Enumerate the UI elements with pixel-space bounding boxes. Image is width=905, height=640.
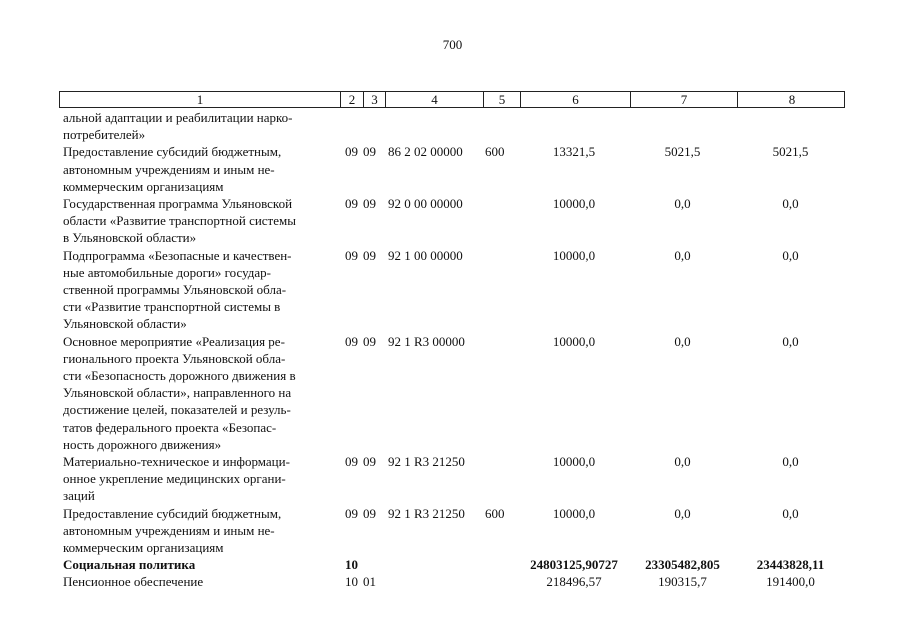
cell-c5 [482, 573, 519, 590]
description-line: Пенсионное обеспечение [63, 574, 204, 590]
table-body [59, 109, 849, 591]
row-description [59, 333, 339, 453]
cell-c4: 92 1 00 00000 [388, 247, 463, 263]
cell-c4 [384, 556, 482, 573]
description-line: автономным учреждениям и иным не- [63, 161, 275, 177]
table-row [59, 109, 849, 143]
cell-c5: 600 [485, 505, 505, 521]
cell-c6: 13321,5 [552, 144, 596, 160]
cell-c6 [519, 109, 629, 143]
header-col-8: 8 [737, 92, 846, 107]
description-line: достижение целей, показателей и резуль- [63, 402, 291, 418]
cell-c8: 0,0 [782, 333, 799, 349]
description-line: Подпрограмма «Безопасные и качествен- [63, 247, 292, 263]
page-number: 700 [442, 37, 463, 52]
row-description [59, 505, 339, 557]
cell-c4 [384, 573, 482, 590]
cell-c3: 09 [363, 144, 376, 160]
description-line: сти «Развитие транспортной системы в [63, 299, 281, 315]
cell-c8: 0,0 [782, 505, 799, 521]
cell-c6: 10000,0 [552, 196, 596, 212]
cell-c7: 23305482,805 [645, 557, 720, 573]
cell-c2: 09 [345, 196, 358, 212]
cell-c7: 190315,7 [658, 574, 707, 590]
description-line: ственной программы Ульяновской обла- [63, 282, 287, 298]
description-line: Предоставление субсидий бюджетным, [63, 144, 282, 160]
header-col-3: 3 [363, 92, 385, 107]
description-line: ность дорожного движения» [63, 436, 222, 452]
description-line: гионального проекта Ульяновской обла- [63, 350, 286, 366]
cell-c5 [482, 453, 519, 505]
table-row [59, 453, 849, 505]
description-line: Государственная программа Ульяновской [63, 196, 293, 212]
description-line: ные автомобильные дороги» государ- [63, 264, 271, 280]
cell-c7: 5021,5 [664, 144, 701, 160]
cell-c2: 09 [345, 144, 358, 160]
row-description [59, 143, 339, 195]
cell-c3: 09 [363, 247, 376, 263]
table-row [59, 333, 849, 453]
cell-c7: 0,0 [674, 196, 691, 212]
row-description [59, 573, 339, 590]
row-description [59, 453, 339, 505]
table-row [59, 556, 849, 573]
cell-c5: 600 [485, 144, 505, 160]
cell-c3 [362, 556, 384, 573]
cell-c6: 10000,0 [552, 247, 596, 263]
cell-c6: 10000,0 [552, 505, 596, 521]
header-col-4: 4 [385, 92, 483, 107]
table-row [59, 573, 849, 590]
cell-c2 [339, 109, 362, 143]
cell-c2: 09 [345, 333, 358, 349]
cell-c4: 92 1 R3 21250 [388, 505, 465, 521]
cell-c2: 09 [345, 454, 358, 470]
cell-c5 [482, 195, 519, 247]
cell-c6: 218496,57 [546, 574, 602, 590]
header-col-5: 5 [483, 92, 520, 107]
table-header [59, 91, 845, 108]
description-line: потребителей» [63, 127, 146, 143]
description-line: альной адаптации и реабилитации нарко- [63, 110, 293, 125]
cell-c7: 0,0 [674, 247, 691, 263]
header-col-1: 1 [196, 92, 204, 107]
cell-c8: 5021,5 [772, 144, 809, 160]
cell-c6: 10000,0 [552, 333, 596, 349]
row-description [59, 109, 339, 143]
row-description [59, 556, 339, 573]
cell-c4: 92 1 R3 21250 [388, 454, 465, 470]
description-line: в Ульяновской области» [63, 230, 197, 246]
description-line: онное укрепление медицинских органи- [63, 471, 286, 487]
description-line: области «Развитие транспортной системы [63, 213, 296, 229]
cell-c6: 10000,0 [552, 454, 596, 470]
header-col-2: 2 [340, 92, 363, 107]
cell-c7: 0,0 [674, 333, 691, 349]
description-line: татов федерального проекта «Безопас- [63, 419, 277, 435]
description-line: Социальная политика [63, 557, 196, 573]
cell-c3: 01 [363, 574, 376, 590]
table-row [59, 143, 849, 195]
cell-c3 [362, 109, 384, 143]
row-description [59, 195, 339, 247]
cell-c5 [482, 333, 519, 453]
cell-c8: 0,0 [782, 196, 799, 212]
cell-c4: 86 2 02 00000 [388, 144, 463, 160]
cell-c7: 0,0 [674, 505, 691, 521]
cell-c3: 09 [363, 333, 376, 349]
description-line: автономным учреждениям и иным не- [63, 522, 275, 538]
description-line: Ульяновской области» [63, 316, 187, 332]
description-line: сти «Безопасность дорожного движения в [63, 368, 296, 384]
description-line: Материально-техническое и информаци- [63, 454, 290, 470]
cell-c5 [482, 109, 519, 143]
cell-c8: 0,0 [782, 454, 799, 470]
cell-c3: 09 [363, 454, 376, 470]
header-col-7: 7 [630, 92, 737, 107]
description-line: Основное мероприятие «Реализация ре- [63, 333, 285, 349]
table-row [59, 247, 849, 333]
description-line: Предоставление субсидий бюджетным, [63, 505, 282, 521]
table-row [59, 505, 849, 557]
cell-c7 [629, 109, 736, 143]
cell-c5 [482, 247, 519, 333]
row-description [59, 247, 339, 333]
cell-c2: 10 [345, 557, 358, 573]
cell-c2: 10 [345, 574, 358, 590]
cell-c6: 24803125,90727 [530, 557, 618, 573]
description-line: заций [63, 488, 95, 504]
cell-c2: 09 [345, 505, 358, 521]
cell-c4 [384, 109, 482, 143]
cell-c5 [482, 556, 519, 573]
cell-c8: 0,0 [782, 247, 799, 263]
description-line: коммерческим организациям [63, 540, 224, 556]
cell-c3: 09 [363, 505, 376, 521]
description-line: коммерческим организациям [63, 178, 224, 194]
table-row [59, 195, 849, 247]
header-col-6: 6 [520, 92, 630, 107]
cell-c7: 0,0 [674, 454, 691, 470]
cell-c2: 09 [345, 247, 358, 263]
cell-c8: 191400,0 [766, 574, 815, 590]
description-line: Ульяновской области», направленного на [63, 385, 292, 401]
cell-c4: 92 1 R3 00000 [388, 333, 465, 349]
cell-c4: 92 0 00 00000 [388, 196, 463, 212]
cell-c8: 23443828,11 [756, 557, 825, 573]
cell-c8 [736, 109, 845, 143]
cell-c3: 09 [363, 196, 376, 212]
